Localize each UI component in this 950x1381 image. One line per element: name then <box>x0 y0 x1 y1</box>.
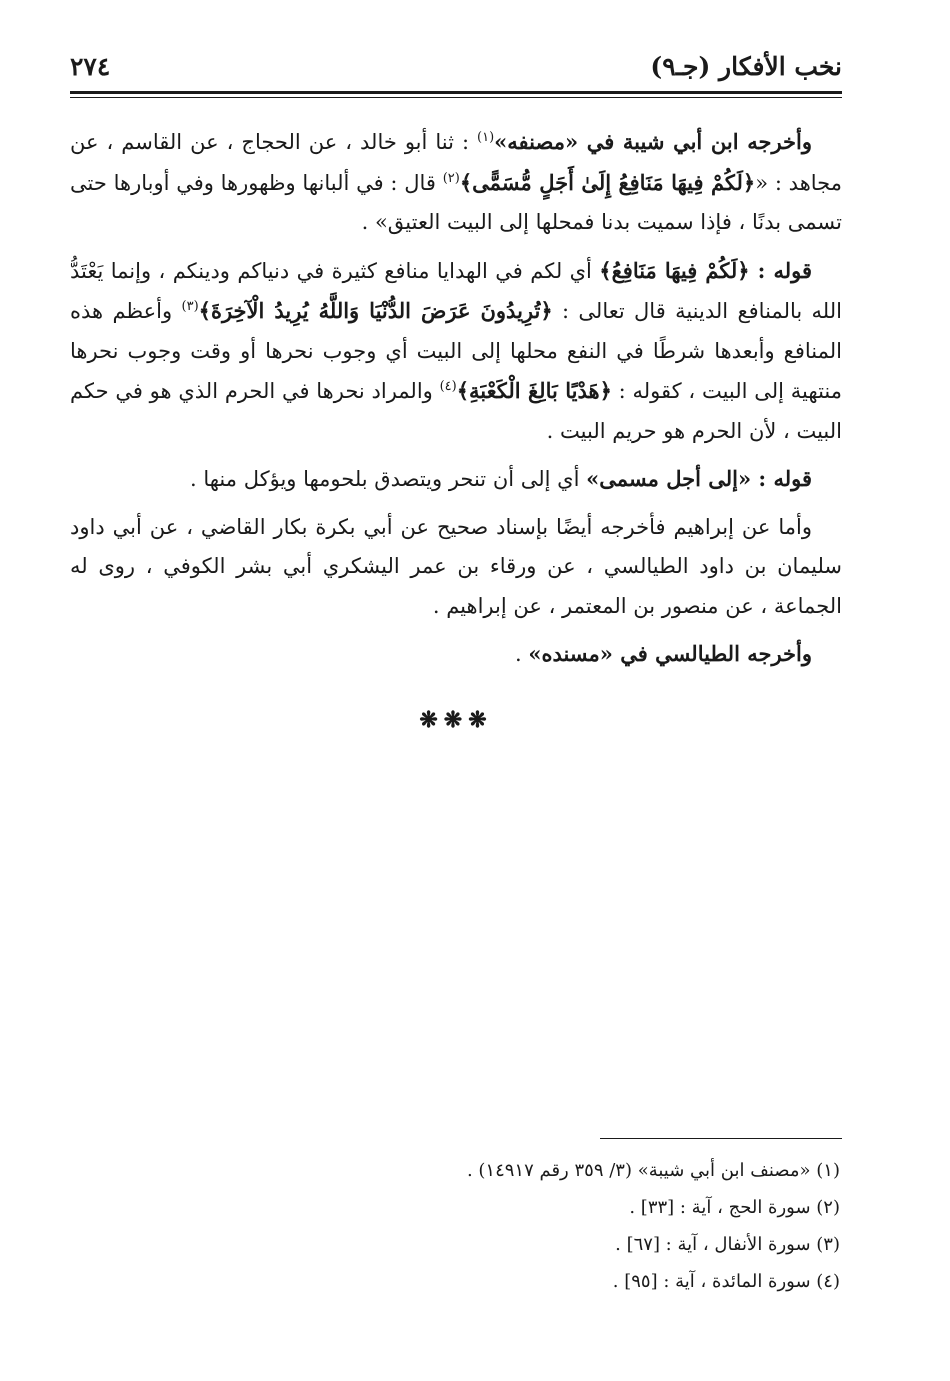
page-header <box>70 52 842 89</box>
paragraph-text: أي لكم في الهدايا منافع كثيرة في دنياكم ودينكم ، وإنما يَعْتَدُّ الله بالمنافع الدينية قال تعالى : <box>70 258 842 323</box>
paragraph-text: والمراد نحرها في الحرم الذي هو في حكم البيت ، لأن الحرم هو حريم البيت . <box>70 379 842 443</box>
paragraph-lead: قوله : «إلى أجل مسمى» <box>586 466 812 491</box>
footnote-4: (٤) سورة المائدة ، آية : [٩٥] . <box>612 1271 840 1292</box>
paragraph-4 <box>70 508 842 627</box>
paragraph-text: وأما عن إبراهيم فأخرجه أيضًا بإسناد صحيح عن أبي بكرة بكار القاضي ، عن أبي داود سليمان بن داود الطيالسي ، عن ورقاء بن عمر اليشكري أبي بشر الكوفي ، روى له الجماعة ، عن منصور بن المعتمر ، عن إبراهيم . <box>70 514 842 618</box>
paragraph-5 <box>70 634 842 675</box>
paragraph-text: . <box>514 642 529 666</box>
main-text <box>70 122 842 740</box>
footnote-ref: (١) <box>477 130 495 145</box>
section-separator: ❋❋❋ <box>419 706 493 733</box>
page-number: ٢٧٤ <box>70 52 111 81</box>
quran-verse: ﴿تُرِيدُونَ عَرَضَ الدُّنْيَا وَاللَّهُ يُرِيدُ الْآخِرَةَ﴾ <box>198 298 553 323</box>
paragraph-lead: قوله : <box>749 257 813 283</box>
paragraph-text: وأعظم هذه المنافع وأبعدها شرطًا في النفع محلها إلى البيت أي وجوب نحرها أو وقت وجوب نحرها منتهية إلى البيت ، كقوله : <box>70 299 842 403</box>
paragraph-2 <box>70 251 842 452</box>
footnote-rule <box>600 1138 842 1139</box>
paragraph-text: قال : في ألبانها وظهورها وفي أوبارها حتى تسمى بدنًا ، فإذا سميت بدنا فمحلها إلى البيت العتيق» . <box>70 170 842 234</box>
footnote-ref: (٢) <box>442 170 460 186</box>
paragraph-text: أي إلى أن تنحر ويتصدق بلحومها ويؤكل منها . <box>190 467 587 491</box>
book-title: نخب الأفكار (جـ٩) <box>650 52 842 81</box>
paragraph-lead: وأخرجه ابن أبي شيبة في «مصنفه» <box>494 129 812 154</box>
paragraph-3 <box>70 459 842 500</box>
footnote-ref: (٤) <box>439 379 457 394</box>
paragraph-1 <box>70 122 842 243</box>
footnote-2: (٢) سورة الحج ، آية : [٣٣] . <box>629 1197 840 1218</box>
paragraph-text: : ثنا أبو خالد ، عن الحجاج ، عن القاسم ، عن مجاهد : « <box>70 130 842 195</box>
quran-verse: ﴿لَكُمْ فِيهَا مَنَافِعُ﴾ <box>599 257 750 283</box>
paragraph-lead: وأخرجه الطيالسي في «مسنده» <box>528 641 812 666</box>
quran-verse: ﴿لَكُمْ فِيهَا مَنَافِعُ إِلَىٰ أَجَلٍ مُّسَمًّى﴾ <box>459 169 756 195</box>
footnotes <box>70 1152 842 1300</box>
quran-verse: ﴿هَدْيًا بَالِغَ الْكَعْبَةِ﴾ <box>456 378 612 403</box>
footnote-ref: (٣) <box>181 299 199 314</box>
header-rule-thin <box>70 97 842 98</box>
footnote-3: (٣) سورة الأنفال ، آية : [٦٧] . <box>615 1234 840 1255</box>
footnote-1: (١) «مصنف ابن أبي شيبة» (٣/ ٣٥٩ رقم ١٤٩١٧) . <box>466 1160 840 1181</box>
header-rule <box>70 91 842 94</box>
